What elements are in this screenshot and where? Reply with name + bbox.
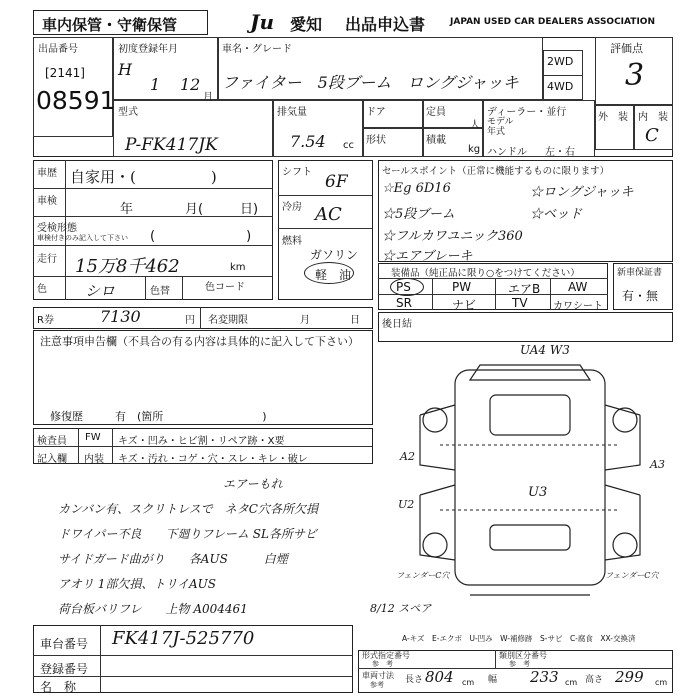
- type-value: P-FK417JK: [125, 135, 218, 155]
- ju-logo: Ju: [250, 10, 275, 34]
- selling-point-6: ☆エアブレーキ: [382, 249, 473, 264]
- load-unit: kg: [468, 144, 481, 155]
- fuel-option: 軽 油: [315, 268, 352, 282]
- length-unit: cm: [462, 678, 475, 687]
- mileage-label: 走行: [37, 254, 57, 265]
- drive-4wd: 4WD: [547, 80, 574, 93]
- notes-label: 注意事項申告欄（不具合の有る内容は具体的に記入して下さい）: [40, 335, 359, 348]
- reg-no-label: 登録番号: [40, 662, 89, 676]
- equip-sr: SR: [396, 296, 412, 310]
- mileage-value: 15万8千462: [75, 256, 180, 277]
- grade-label: 評価点: [610, 42, 643, 55]
- form-no-sub: 参 考: [372, 660, 393, 668]
- registration-era: H: [118, 60, 132, 79]
- selling-point-3: ☆5段ブーム: [382, 207, 455, 222]
- diagram-center-note: U3: [528, 485, 548, 500]
- note-line-1: エアーもれ: [223, 477, 283, 491]
- owner-label: 名 称: [40, 680, 77, 694]
- diagram-top-note: UA4 W3: [520, 343, 570, 357]
- inspector-row1-title: FW: [85, 432, 101, 443]
- equip-pw: PW: [452, 280, 472, 294]
- capacity-unit: 人: [470, 120, 480, 131]
- new-cert-value: 有・無: [622, 289, 659, 303]
- handwritten-notes: [33, 470, 378, 630]
- note-line-3: ドワイパー不良 下廻りフレーム SL各所サビ: [58, 527, 317, 541]
- handle-options: 左・右: [545, 147, 575, 158]
- handle-label: ハンドル: [487, 147, 527, 158]
- mileage-unit: km: [230, 262, 246, 273]
- equip-navi: ナビ: [452, 298, 477, 312]
- later-notes-block: [378, 312, 673, 342]
- storage-badge-text: 車内保管・守衛保管: [42, 16, 178, 34]
- brand-name: 愛知: [290, 15, 323, 34]
- dims-sub: 参考: [370, 681, 384, 689]
- note-line-5: アオリ 1部欠損、トリイAUS: [58, 577, 216, 591]
- lot-number: 08591: [36, 86, 116, 115]
- dims-label: 車両寸法: [362, 671, 394, 680]
- selling-point-2: ☆ロングジャッキ: [530, 185, 634, 200]
- chassis-value: FK417J-525770: [112, 628, 255, 649]
- model-value: ファイター 5段ブーム ロングジャッキ: [222, 73, 519, 92]
- shape-label: 形状: [366, 135, 386, 146]
- model-year-label: モデル 年式: [487, 117, 514, 137]
- diagram-right-note: A3: [650, 458, 665, 471]
- diagram-bottom-right-note: フェンダーC穴: [605, 571, 659, 580]
- selling-point-4: ☆ベッド: [530, 207, 583, 222]
- fuel-circle: [304, 262, 354, 284]
- note-line-2: カンバン有、スクリトレスで ネタC穴各所欠損: [58, 502, 318, 516]
- equip-ps-circle: [390, 278, 424, 296]
- displacement-label: 排気量: [277, 107, 307, 118]
- registration-label: 初度登録年月: [118, 44, 178, 55]
- recycle-unit: 円: [185, 315, 195, 326]
- repair-label: 修復歴: [50, 410, 83, 423]
- selling-point-5: ☆フルカワユニック360: [382, 229, 523, 244]
- history-label: 車歴: [37, 168, 57, 179]
- inspection-year: 年: [120, 202, 134, 217]
- shift-label: シフト: [282, 167, 312, 178]
- width-label: 幅: [488, 675, 498, 685]
- type-label: 型式: [118, 107, 138, 118]
- damage-legend: A-キズ E-エクボ U-凹み W-補修跡 S-サビ C-腐食 XX-交換済: [402, 634, 636, 643]
- registration-month: 12: [180, 75, 201, 94]
- class-no-label: 類別区分番号: [499, 651, 547, 660]
- form-no-label: 形式指定番号: [362, 651, 410, 660]
- new-cert-label: 新車保証書: [617, 268, 663, 278]
- spare-note: 8/12 スペア: [370, 602, 432, 615]
- color-change-label: 色替: [150, 286, 170, 297]
- class-no-sub: 参 考: [509, 660, 530, 668]
- width-value: 233: [530, 668, 559, 686]
- inspector-row1: キズ・凹み・ヒビ割・リペア跡・X要: [118, 436, 285, 447]
- meishou-label: 名変期限: [208, 315, 248, 326]
- equip-tv: TV: [512, 296, 528, 310]
- dealer-label: ディーラー・並行: [487, 107, 567, 118]
- storage-badge: [33, 10, 208, 35]
- receipt-value: ( ): [150, 229, 252, 244]
- aircon-label: 冷房: [282, 202, 302, 213]
- interior-label: 内 装: [638, 112, 668, 123]
- inspection-day: 日): [240, 202, 259, 217]
- color-value: シロ: [85, 282, 116, 300]
- selling-point-1: ☆Eg 6D16: [382, 181, 451, 196]
- inspector-row2: キズ・汚れ・コゲ・穴・スレ・キレ・破レ: [118, 454, 308, 465]
- color-label: 色: [37, 284, 47, 295]
- equip-aw: AW: [568, 280, 588, 294]
- displacement-unit: cc: [343, 140, 354, 151]
- equip-leather: カワシート: [553, 301, 603, 312]
- color-code-label: 色コード: [205, 282, 245, 293]
- inspection-month: 月(: [185, 202, 204, 217]
- registration-month-unit: 月: [203, 92, 213, 103]
- inspector-label-2: 記入欄: [37, 454, 67, 465]
- equip-ps: PS: [396, 280, 411, 294]
- inspection-label: 車検: [37, 196, 57, 207]
- registration-year: 1: [150, 75, 161, 94]
- history-value: 自家用・( ): [70, 168, 217, 186]
- shift-value: 6F: [325, 172, 348, 192]
- meishou-month: 月: [300, 315, 310, 326]
- capacity-label: 定員: [426, 107, 446, 118]
- note-line-6: 荷台板バリフレ 上物 A004461: [58, 602, 248, 616]
- note-line-4: サイドガード曲がり 各AUS 白煙: [58, 552, 288, 566]
- height-label: 高さ: [585, 675, 604, 685]
- grade-value: 3: [625, 58, 645, 93]
- diagram-bottom-left-note: フェンダーC穴: [396, 571, 450, 580]
- recycle-row: [33, 307, 373, 329]
- equip-airbag: エアB: [508, 282, 541, 296]
- length-value: 804: [425, 668, 454, 686]
- door-label: ドア: [366, 107, 386, 118]
- inspector-row2-title: 内装: [84, 454, 104, 465]
- aircon-value: AC: [315, 204, 342, 225]
- width-unit: cm: [565, 678, 578, 687]
- exterior-label: 外 装: [598, 112, 628, 123]
- later-notes-label: 後日結: [382, 319, 412, 330]
- lot-label: 出品番号: [38, 44, 78, 55]
- recycle-label: R券: [37, 315, 54, 326]
- fuel-label: 燃料: [282, 236, 302, 247]
- equipment-label: 装備品（純正品に限り○をつけてください）: [391, 268, 580, 279]
- receipt-note: 車検付きのみ記入して下さい: [37, 234, 128, 242]
- diagram-left-note-1: A2: [400, 450, 415, 463]
- association-name: JAPAN USED CAR DEALERS ASSOCIATION: [450, 17, 655, 27]
- diagram-left-note-2: U2: [398, 498, 415, 511]
- recycle-value: 7130: [100, 307, 141, 326]
- interior-grade: C: [645, 125, 659, 146]
- length-label: 長さ: [405, 675, 424, 685]
- displacement-value: 7.54: [290, 132, 326, 151]
- meishou-day: 日: [350, 315, 360, 326]
- model-label: 車名・グレード: [222, 44, 292, 55]
- chassis-label: 車台番号: [40, 637, 89, 651]
- repair-value: 有 (箇所 ): [115, 410, 267, 423]
- load-label: 積載: [426, 135, 446, 146]
- lot-small-number: [2141]: [45, 66, 85, 80]
- inspector-label-1: 検査員: [37, 436, 67, 447]
- height-unit: cm: [655, 678, 668, 687]
- fuel-value: ガソリン: [310, 248, 359, 262]
- receipt-label: 受検形態: [37, 223, 77, 234]
- drive-2wd: 2WD: [547, 55, 574, 68]
- form-title: 出品申込書: [345, 15, 426, 34]
- selling-points-label: セールスポイント（正常に機能するものに限ります）: [382, 166, 610, 177]
- height-value: 299: [615, 668, 644, 686]
